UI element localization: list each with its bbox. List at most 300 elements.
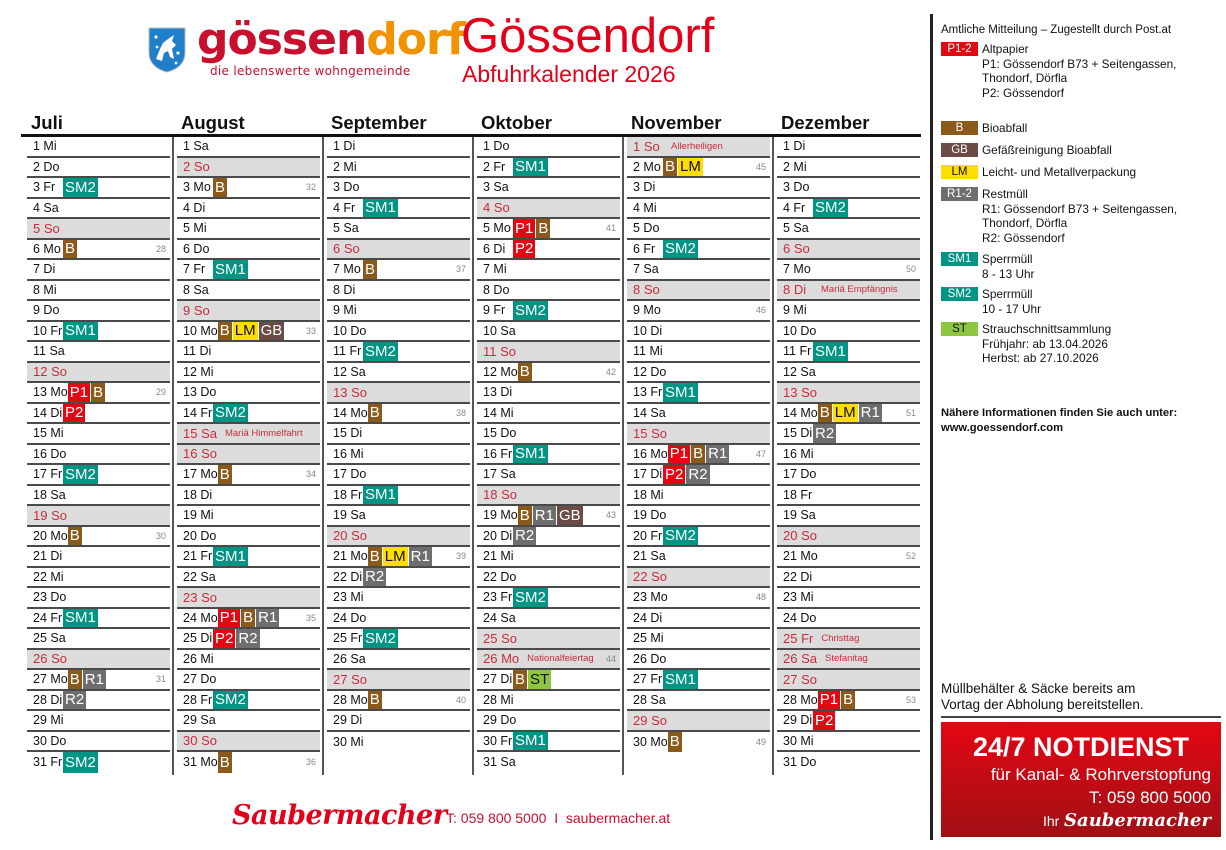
day-label: 27 Di: [483, 672, 513, 687]
day-label: 28 Mo: [333, 692, 368, 707]
day-label: 18 Mi: [633, 487, 664, 502]
day-label: 11 Sa: [33, 344, 65, 359]
day-label: 9 Mi: [333, 303, 357, 318]
day-label: 15 So: [633, 425, 667, 441]
week-number: 29: [155, 387, 166, 398]
pickup-badge-sm1: SM1: [665, 383, 696, 401]
day-row: [777, 342, 920, 363]
day-row: [177, 199, 320, 220]
day-row: [177, 342, 320, 363]
week-number: 30: [155, 530, 166, 541]
day-row: [777, 527, 920, 548]
day-label: 1 Do: [483, 139, 510, 154]
week-number: 35: [305, 612, 316, 623]
day-label: 11 Mi: [633, 344, 663, 359]
day-label: 26 So: [33, 651, 67, 667]
day-row: [327, 322, 470, 343]
legend-item-sm1: [941, 252, 1034, 281]
day-row: [27, 260, 170, 281]
pickup-badge-sm2: SM2: [365, 342, 396, 360]
day-label: 31 Do: [783, 755, 817, 770]
pickup-badge-b: B: [369, 404, 380, 422]
day-label: 27 So: [333, 671, 367, 687]
pickup-badges: [213, 629, 261, 648]
pickup-badge-r2: R2: [515, 527, 535, 545]
day-label: 4 So: [483, 200, 510, 216]
pickup-badge-r1: R1: [708, 445, 728, 463]
day-row: [627, 547, 770, 568]
pickup-badges: [68, 670, 107, 689]
legend-key-badge: ST: [941, 322, 978, 336]
week-number: 47: [755, 448, 766, 459]
day-row: [477, 588, 620, 609]
day-label: 29 Di: [783, 713, 813, 728]
pickup-badges: [513, 240, 536, 259]
week-number: 38: [455, 407, 466, 418]
day-label: 7 Mi: [483, 262, 507, 277]
pickup-badge-p1: P1: [669, 445, 689, 463]
month-column-august: [177, 112, 320, 773]
holiday-label: Mariä Himmelfahrt: [224, 427, 303, 439]
day-row: [177, 711, 320, 732]
day-row: [627, 732, 770, 753]
day-label: 15 Di: [333, 426, 363, 441]
day-label: 24 Sa: [483, 610, 516, 625]
day-label: 29 So: [633, 712, 667, 728]
day-row: [327, 137, 470, 158]
day-row: [777, 199, 920, 220]
day-row: [327, 527, 470, 548]
day-label: 16 Mo: [633, 446, 668, 461]
legend-key-badge: GB: [941, 143, 978, 157]
day-row: [477, 158, 620, 179]
day-label: 3 Di: [633, 180, 656, 195]
brand-logo: [197, 14, 465, 66]
pickup-badge-r1: R1: [258, 609, 278, 627]
day-row: [777, 404, 920, 425]
pickup-badge-sm1: SM1: [515, 158, 546, 176]
day-row: [777, 137, 920, 158]
column-separator: [172, 137, 174, 775]
day-label: 4 Mi: [633, 200, 657, 215]
holiday-label: Stefanitag: [824, 653, 868, 665]
day-label: 14 Mo: [333, 405, 368, 420]
day-row: [27, 445, 170, 466]
day-label: 17 Fr: [33, 467, 63, 482]
day-label: 9 Do: [33, 303, 60, 318]
day-row: [477, 342, 620, 363]
day-label: 25 Mi: [633, 631, 664, 646]
day-label: 25 Fr: [783, 630, 814, 646]
pickup-badge-p1: P1: [819, 691, 839, 709]
pickup-badges: [63, 404, 86, 423]
day-label: 20 Di: [483, 528, 513, 543]
pickup-badges: [513, 158, 549, 177]
day-label: 29 Di: [333, 713, 363, 728]
day-row: [477, 609, 620, 630]
day-row: [777, 670, 920, 691]
holiday-label: Nationalfeiertag: [527, 653, 594, 665]
pickup-badge-r1: R1: [410, 547, 430, 565]
day-row: [477, 568, 620, 589]
day-row: [777, 158, 920, 179]
week-number: 31: [155, 674, 166, 685]
day-label: 3 Do: [783, 180, 810, 195]
pickup-badge-b: B: [69, 527, 80, 545]
day-row: [177, 404, 320, 425]
day-row: [327, 568, 470, 589]
pickup-badge-lm: LM: [834, 404, 856, 422]
holiday-label: Mariä Empfängnis: [821, 284, 898, 296]
pickup-badge-sm1: SM1: [365, 486, 396, 504]
pickup-badges: [513, 219, 551, 238]
pickup-badge-r1: R1: [84, 670, 104, 688]
day-label: 24 Di: [633, 610, 663, 625]
day-row: [627, 260, 770, 281]
day-row: [27, 527, 170, 548]
day-row: [27, 711, 170, 732]
day-label: 6 Mo: [33, 241, 61, 256]
emergency-signature-brand: Saubermacher: [1064, 810, 1211, 831]
page-title: Gössendorf: [461, 9, 715, 63]
pickup-badges: [363, 199, 399, 218]
pickup-badges: [218, 322, 286, 341]
day-row: [327, 609, 470, 630]
month-heading: Dezember: [781, 112, 870, 133]
day-row: [327, 178, 470, 199]
day-label: 20 Do: [183, 528, 217, 543]
day-row: [627, 445, 770, 466]
day-row: [177, 137, 320, 158]
day-row: [27, 465, 170, 486]
day-row: [27, 383, 170, 404]
pickup-badges: [513, 732, 549, 751]
column-separator: [322, 137, 324, 775]
pickup-badges: [68, 383, 106, 402]
hint-text: Müllbehälter & Säcke bereits am Vortag der Abholung bereitstellen.: [941, 681, 1144, 712]
day-label: 11 Di: [183, 344, 212, 359]
pickup-badges: [818, 691, 856, 710]
pickup-badge-sm1: SM1: [665, 670, 696, 688]
day-row: [627, 178, 770, 199]
day-row: [477, 547, 620, 568]
day-row: [627, 691, 770, 712]
day-row: [327, 732, 470, 753]
day-label: 10 Do: [333, 323, 367, 338]
day-label: 21 Sa: [633, 549, 666, 564]
day-label: 23 Mo: [633, 590, 668, 605]
day-row: [27, 568, 170, 589]
day-label: 4 Fr: [333, 200, 356, 215]
day-label: 2 Mi: [783, 159, 807, 174]
pickup-badges: [818, 404, 883, 423]
legend-key-badge: R1-2: [941, 187, 978, 201]
day-row: [27, 424, 170, 445]
day-label: 13 Do: [183, 385, 217, 400]
day-label: 23 So: [183, 589, 217, 605]
pickup-badge-sm2: SM2: [215, 404, 246, 422]
day-label: 8 Sa: [183, 282, 209, 297]
day-row: [477, 219, 620, 240]
day-row: [327, 588, 470, 609]
day-label: 17 Sa: [483, 467, 516, 482]
day-label: 15 Sa: [183, 425, 217, 441]
day-row: [177, 650, 320, 671]
day-label: 6 Fr: [633, 241, 656, 256]
day-row: [627, 363, 770, 384]
pickup-badge-b: B: [843, 691, 854, 709]
day-label: 20 So: [783, 528, 817, 544]
holiday-label: Christtag: [821, 632, 860, 644]
legend-description: Leicht- und Metallverpackung: [982, 165, 1137, 179]
day-row: [777, 445, 920, 466]
pickup-badges: [513, 527, 537, 546]
legend-item-gb: [941, 143, 1112, 158]
day-label: 20 Mo: [33, 528, 68, 543]
day-row: [177, 424, 320, 445]
day-row: [477, 691, 620, 712]
week-number: 39: [455, 551, 466, 562]
emergency-signature-prefix: Ihr: [1042, 813, 1060, 829]
day-row: [327, 506, 470, 527]
day-row: [477, 199, 620, 220]
day-label: 5 So: [33, 220, 60, 236]
day-row: [777, 424, 920, 445]
pickup-badge-sm1: SM1: [215, 547, 246, 565]
day-label: 2 Fr: [483, 159, 506, 174]
day-label: 29 Sa: [183, 713, 216, 728]
day-label: 30 Mi: [783, 733, 814, 748]
pickup-badge-b: B: [69, 670, 80, 688]
day-label: 7 Sa: [633, 262, 659, 277]
legend-sidebar: [930, 14, 1226, 840]
pickup-badge-sm2: SM2: [515, 588, 546, 606]
month-column-juli: [27, 112, 170, 773]
day-row: [777, 465, 920, 486]
day-label: 8 So: [633, 282, 660, 298]
day-row: [327, 547, 470, 568]
day-label: 29 Do: [483, 713, 517, 728]
pickup-badge-b: B: [515, 670, 526, 688]
day-label: 21 Mi: [483, 549, 514, 564]
day-row: [27, 629, 170, 650]
day-row: [627, 424, 770, 445]
day-row: [477, 404, 620, 425]
day-row: [177, 506, 320, 527]
legend-key-badge: LM: [941, 165, 978, 179]
day-label: 28 Mi: [483, 692, 514, 707]
day-label: 24 Fr: [33, 610, 63, 625]
pickup-badge-sm2: SM2: [815, 199, 846, 217]
pickup-badges: [363, 342, 399, 361]
pickup-badge-b: B: [219, 322, 230, 340]
day-label: 5 Sa: [783, 221, 809, 236]
pickup-badge-r2: R2: [65, 691, 85, 709]
day-label: 16 Do: [33, 446, 67, 461]
day-label: 5 Mo: [483, 221, 511, 236]
day-row: [27, 752, 170, 773]
day-label: 23 Fr: [483, 590, 513, 605]
pickup-badges: [213, 404, 249, 423]
day-label: 22 Mi: [33, 569, 64, 584]
day-label: 16 So: [183, 446, 217, 462]
day-row: [777, 609, 920, 630]
day-label: 27 Do: [183, 672, 217, 687]
week-number: 44: [605, 653, 616, 664]
day-label: 24 Mo: [183, 610, 218, 625]
day-label: 16 Mi: [333, 446, 364, 461]
day-row: [27, 322, 170, 343]
day-label: 26 Mo: [483, 651, 520, 667]
legend-key-badge: B: [941, 121, 978, 135]
week-number: 41: [605, 223, 616, 234]
day-row: [177, 752, 320, 773]
legend-item-st: [941, 322, 1111, 366]
day-row: [327, 670, 470, 691]
pickup-badges: [213, 691, 249, 710]
day-label: 11 Fr: [783, 344, 812, 359]
day-label: 14 Mo: [783, 405, 818, 420]
day-label: 30 Mo: [633, 734, 668, 749]
day-row: [627, 629, 770, 650]
day-row: [27, 609, 170, 630]
day-label: 12 Sa: [333, 364, 366, 379]
day-row: [477, 137, 620, 158]
day-row: [177, 465, 320, 486]
day-row: [627, 281, 770, 302]
pickup-badge-b: B: [369, 547, 380, 565]
day-row: [777, 650, 920, 671]
day-row: [177, 486, 320, 507]
day-label: 12 Mo: [483, 364, 518, 379]
day-label: 27 Fr: [633, 672, 663, 687]
month-heading: Oktober: [481, 112, 552, 133]
day-row: [477, 732, 620, 753]
brand-logo-part2: dorf: [366, 14, 465, 65]
day-label: 31 Fr: [33, 755, 63, 770]
week-number: 40: [455, 694, 466, 705]
day-label: 18 Sa: [33, 487, 66, 502]
day-row: [627, 465, 770, 486]
day-label: 10 Sa: [483, 323, 516, 338]
day-row: [777, 240, 920, 261]
day-row: [627, 568, 770, 589]
day-label: 5 Do: [633, 221, 660, 236]
day-row: [477, 629, 620, 650]
pickup-badges: [363, 629, 399, 648]
pickup-badges: [663, 158, 704, 177]
day-row: [327, 650, 470, 671]
day-label: 24 Do: [333, 610, 367, 625]
pickup-badges: [813, 711, 836, 730]
day-label: 18 Di: [183, 487, 213, 502]
day-label: 28 Mo: [783, 692, 818, 707]
pickup-badge-sm2: SM2: [665, 527, 696, 545]
day-label: 28 Sa: [633, 692, 666, 707]
pickup-badges: [663, 240, 699, 259]
day-label: 25 So: [483, 630, 517, 646]
day-row: [777, 281, 920, 302]
day-label: 16 Mi: [783, 446, 814, 461]
day-label: 4 Fr: [783, 200, 806, 215]
day-row: [27, 301, 170, 322]
day-label: 12 Sa: [783, 364, 816, 379]
pickup-badges: [218, 609, 281, 628]
day-row: [177, 240, 320, 261]
day-label: 21 Di: [33, 549, 63, 564]
emergency-phone: T: 059 800 5000: [1089, 788, 1211, 807]
day-label: 22 Di: [333, 569, 363, 584]
pickup-badges: [663, 527, 699, 546]
day-label: 22 Sa: [183, 569, 216, 584]
day-label: 11 So: [483, 343, 517, 359]
column-separator: [472, 137, 474, 775]
pickup-badge-b: B: [93, 383, 104, 401]
week-number: 50: [905, 264, 916, 275]
pickup-badge-p2: P2: [65, 404, 84, 422]
pickup-badges: [63, 178, 99, 197]
day-row: [177, 178, 320, 199]
day-label: 14 Fr: [183, 405, 213, 420]
day-label: 15 Di: [783, 426, 813, 441]
day-label: 5 Sa: [333, 221, 359, 236]
legend-description: Sperrmüll 10 - 17 Uhr: [982, 287, 1042, 316]
day-label: 6 Di: [483, 241, 506, 256]
day-row: [327, 486, 470, 507]
pickup-badges: [63, 691, 87, 710]
day-row: [327, 629, 470, 650]
day-row: [177, 383, 320, 404]
day-label: 8 Mi: [33, 282, 57, 297]
day-label: 31 Sa: [483, 755, 516, 770]
day-row: [627, 588, 770, 609]
day-label: 21 Fr: [183, 549, 213, 564]
day-label: 10 Mo: [183, 323, 218, 338]
pickup-badge-b: B: [519, 363, 530, 381]
day-label: 17 Do: [783, 467, 817, 482]
day-row: [27, 404, 170, 425]
day-row: [777, 568, 920, 589]
day-row: [477, 322, 620, 343]
day-label: 21 Mo: [783, 549, 818, 564]
pickup-badge-b: B: [669, 733, 680, 751]
pickup-badge-gb: GB: [260, 322, 283, 340]
pickup-badge-gb: GB: [558, 506, 581, 524]
week-number: 37: [455, 264, 466, 275]
day-label: 2 Mo: [633, 159, 661, 174]
pickup-badge-sm1: SM1: [515, 732, 546, 750]
day-label: 18 Fr: [783, 487, 813, 502]
day-row: [27, 547, 170, 568]
pickup-badges: [663, 465, 711, 484]
pickup-badge-b: B: [219, 753, 230, 771]
day-label: 15 Do: [483, 426, 517, 441]
day-label: 1 Sa: [183, 139, 209, 154]
day-row: [27, 342, 170, 363]
pickup-badge-sm2: SM2: [65, 178, 96, 196]
week-number: 34: [305, 469, 316, 480]
pickup-badge-sm1: SM1: [515, 445, 546, 463]
pickup-badge-b: B: [65, 240, 76, 258]
day-row: [27, 178, 170, 199]
week-number: 49: [755, 736, 766, 747]
pickup-badges: [63, 465, 99, 484]
saubermacher-logo: Saubermacher: [232, 800, 447, 831]
day-label: 7 Mo: [333, 262, 361, 277]
day-label: 9 Mo: [633, 303, 661, 318]
day-label: 22 Di: [783, 569, 813, 584]
day-row: [177, 301, 320, 322]
